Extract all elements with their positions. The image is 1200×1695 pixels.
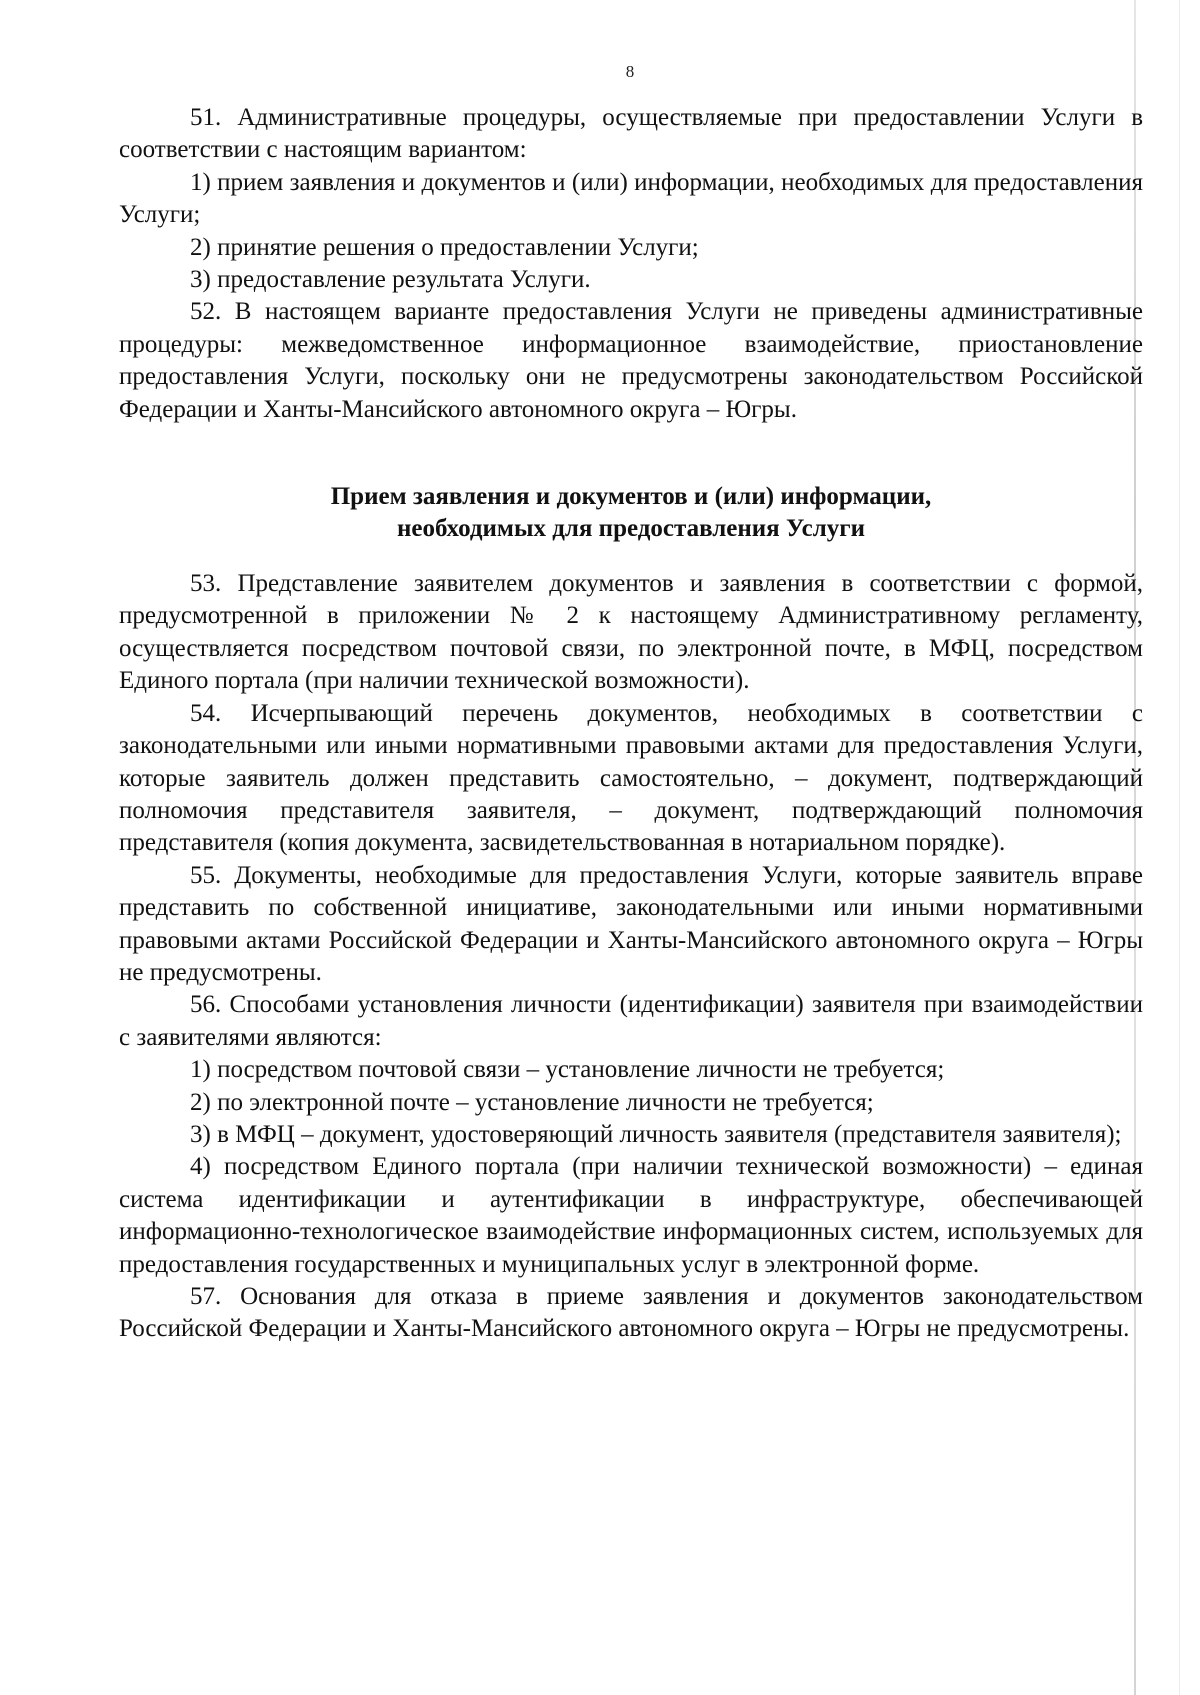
list-item-56-3: 3) в МФЦ – документ, удостоверяющий личность заявителя (представителя заявителя);: [190, 1120, 1122, 1148]
list-item-56-4: 4) посредством Единого портала (при наличии технической возможности) – единая система идентификации и аутентификации в инфраструктуре, обеспечивающей информационно-технологическое взаимодействие информационных систем, используемых для предоставления государственных и муниципальных услуг в электронной форме.: [119, 1153, 1143, 1278]
document-body: [119, 102, 1143, 1346]
list-item-51-1: 1) прием заявления и документов и (или) информации, необходимых для предоставления Услуги;: [119, 168, 1143, 229]
section-heading-line-2: необходимых для предоставления Услуги: [397, 515, 865, 543]
spacer: [119, 426, 1143, 481]
paragraph-57: 57. Основания для отказа в приеме заявления и документов законодательством Российской Федерации и Ханты-Мансийского автономного округа – Югры не предусмотрены.: [119, 1283, 1143, 1343]
section-heading-line-1: Прием заявления и документов и (или) информации,: [330, 483, 932, 511]
paragraph-52: 52. В настоящем варианте предоставления Услуги не приведены административные процедуры: межведомственное информационное взаимодействие, приостановление предоставления Услуги, поскольку они не предусмотрены законодательством Российской Федерации и Ханты-Мансийского автономного округа – Югры.: [119, 298, 1143, 423]
scan-edge-line-outer: [1179, 0, 1180, 1695]
list-item-51-2: 2) принятие решения о предоставлении Услуги;: [190, 233, 699, 261]
paragraph-55: 55. Документы, необходимые для предоставления Услуги, которые заявитель вправе представить по собственной инициативе, законодательными или иными нормативными правовыми актами Российской Федерации и Ханты-Мансийского автономного округа – Югры не предусмотрены.: [119, 861, 1143, 986]
list-item-56-2: 2) по электронной почте – установление личности не требуется;: [190, 1088, 874, 1116]
paragraph-56: 56. Способами установления личности (идентификации) заявителя при взаимодействии с заявителями являются:: [119, 991, 1143, 1051]
list-item-56-1: 1) посредством почтовой связи – установление личности не требуется;: [190, 1056, 945, 1084]
paragraph-51: 51. Административные процедуры, осуществляемые при предоставлении Услуги в соответствии с настоящим вариантом:: [119, 104, 1143, 164]
paragraph-54: 54. Исчерпывающий перечень документов, необходимых в соответствии с законодательными или иными нормативными правовыми актами для предоставления Услуги, которые заявитель должен представить самостоятельно, – документ, подтверждающий полномочия представителя заявителя, – документ, подтверждающий полномочия представителя (копия документа, засвидетельствованная в нотариальном порядке).: [119, 699, 1143, 857]
page-number: 8: [625, 62, 635, 81]
list-item-51-3: 3) предоставление результата Услуги.: [190, 266, 591, 294]
section-heading: [119, 481, 1143, 545]
spacer: [119, 545, 1143, 568]
paragraph-53: 53. Представление заявителем документов и заявления в соответствии с формой, предусмотренной в приложении № 2 к настоящему Административному регламенту, осуществляется посредством почтовой связи, по электронной почте, в МФЦ, посредством Единого портала (при наличии технической возможности).: [119, 570, 1143, 695]
